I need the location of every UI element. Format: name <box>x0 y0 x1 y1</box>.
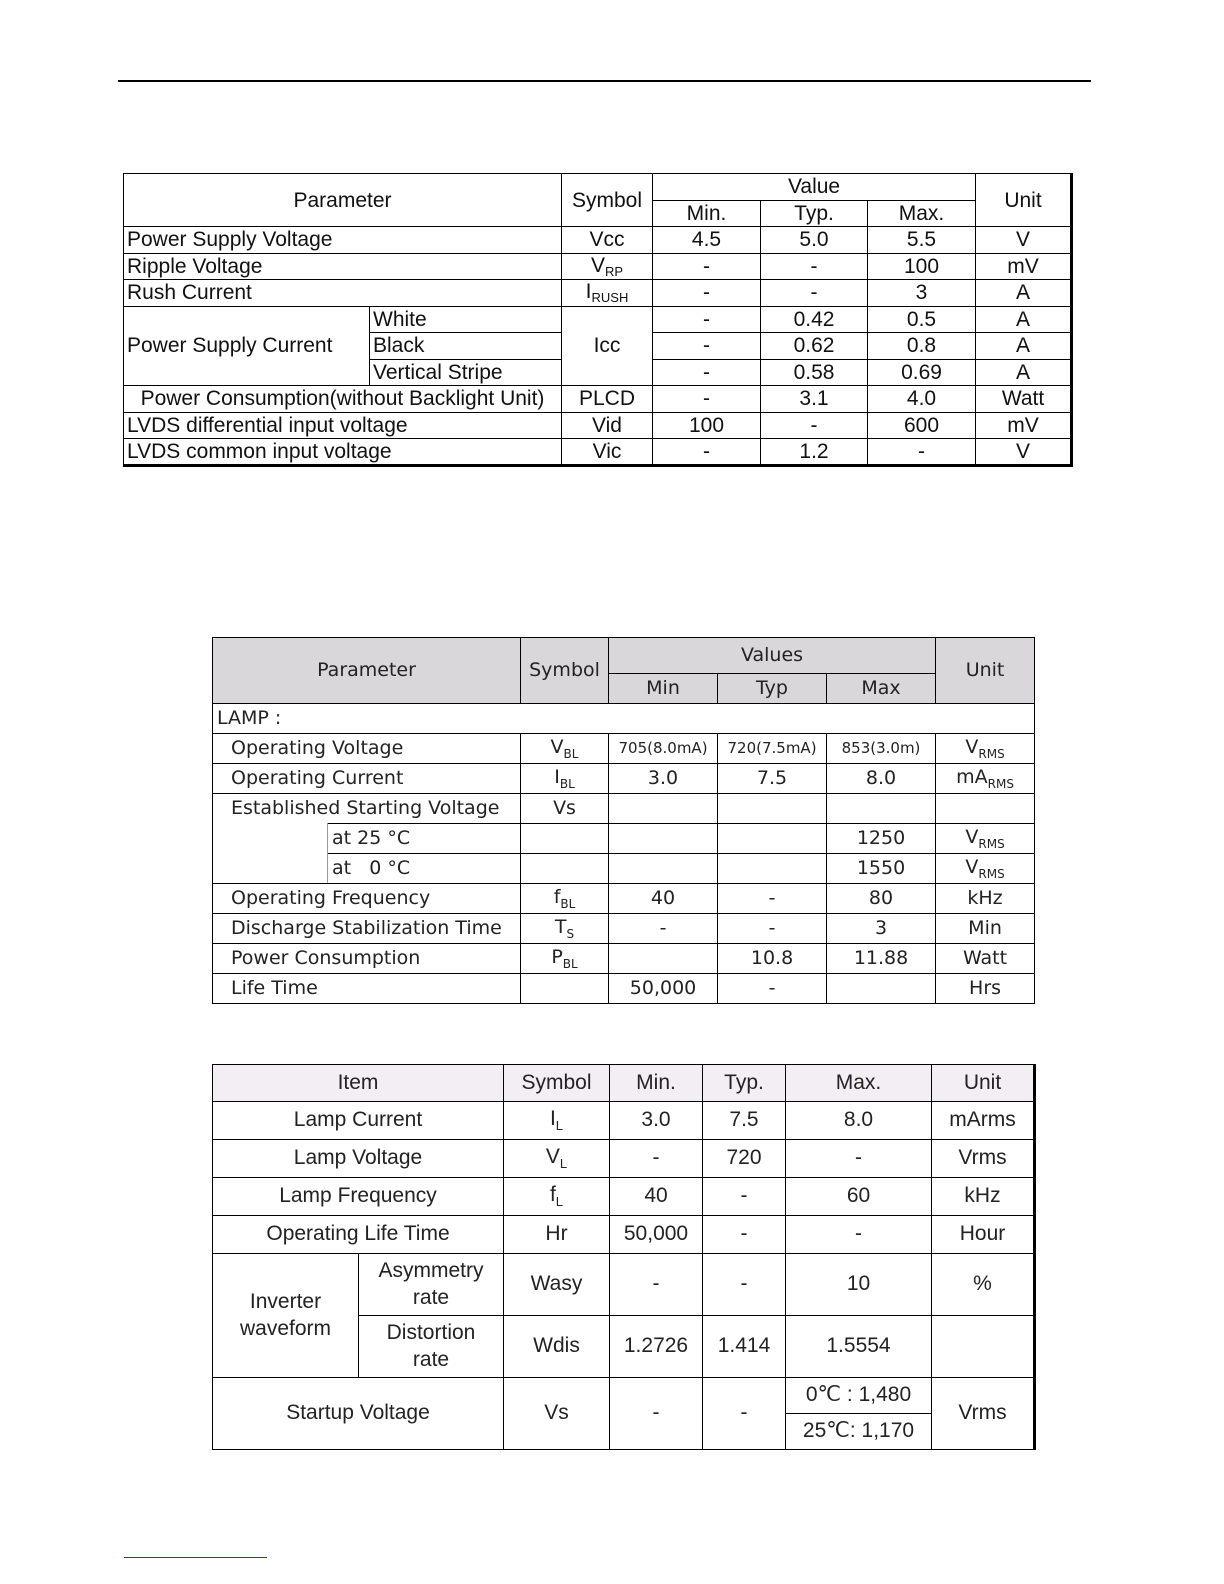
typ-cell: 7.5 <box>703 1102 786 1140</box>
item-cell: Lamp Voltage <box>213 1140 504 1178</box>
typ-cell: - <box>761 412 868 439</box>
unit-cell <box>936 794 1035 824</box>
unit-cell: Vrms <box>932 1140 1035 1178</box>
typ-cell: - <box>718 884 827 914</box>
symbol-cell: Vs <box>504 1378 610 1450</box>
footer-link-underline <box>124 1557 267 1558</box>
param-cell: Life Time <box>213 974 521 1004</box>
param-cell: Operating Voltage <box>213 734 521 764</box>
max-cell: 1.5554 <box>786 1316 932 1378</box>
header-typ: Typ <box>718 674 827 704</box>
header-max: Max <box>827 674 936 704</box>
param-cell: Operating Current <box>213 764 521 794</box>
item-cell: Lamp Frequency <box>213 1178 504 1216</box>
param-cell: Discharge Stabilization Time <box>213 914 521 944</box>
table-row <box>213 1254 1035 1316</box>
max-cell: 11.88 <box>827 944 936 974</box>
max-cell: 600 <box>868 412 976 439</box>
unit-cell: V <box>976 439 1072 466</box>
header-unit: Unit <box>932 1065 1035 1102</box>
unit-cell: kHz <box>932 1178 1035 1216</box>
symbol-cell: Vs <box>521 794 609 824</box>
max-cell: 3 <box>868 280 976 307</box>
item-cell: Operating Life Time <box>213 1216 504 1254</box>
lamp-group-label: LAMP : <box>213 704 1035 734</box>
unit-cell: Min <box>936 914 1035 944</box>
table-row <box>213 824 1035 854</box>
max-cell: 1250 <box>827 824 936 854</box>
item-cell: Lamp Current <box>213 1102 504 1140</box>
min-cell: - <box>610 1254 703 1316</box>
max-cell: 10 <box>786 1254 932 1316</box>
table-row <box>213 884 1035 914</box>
typ-cell: 0.58 <box>761 359 868 386</box>
param-cell: Power Supply Current <box>124 306 370 386</box>
param-cell: Rush Current <box>124 280 562 307</box>
header-value: Value <box>653 174 976 201</box>
symbol-cell: $V_L$ <box>504 1140 610 1178</box>
header-min: Min <box>609 674 718 704</box>
unit-cell <box>932 1316 1035 1378</box>
min-cell: - <box>653 306 761 333</box>
symbol-cell: Wasy <box>504 1254 610 1316</box>
symbol-cell: $V_{RP}$ <box>562 253 653 280</box>
unit-cell: $V_{RMS}$ <box>936 734 1035 764</box>
symbol-cell <box>521 824 609 854</box>
table-row <box>213 1178 1035 1216</box>
symbol-cell: PLCD <box>562 386 653 413</box>
typ-cell: - <box>761 280 868 307</box>
symbol-cell: Vid <box>562 412 653 439</box>
table-row <box>213 914 1035 944</box>
max-cell: 4.0 <box>868 386 976 413</box>
min-cell: - <box>653 253 761 280</box>
unit-cell: mV <box>976 412 1072 439</box>
typ-cell: 720(7.5mA) <box>718 734 827 764</box>
table-row <box>213 944 1035 974</box>
min-cell: - <box>610 1378 703 1450</box>
item-cell: Inverter waveform <box>213 1254 359 1378</box>
symbol-cell: Hr <box>504 1216 610 1254</box>
max-cell: 8.0 <box>786 1102 932 1140</box>
param-cell: Established Starting Voltage <box>213 794 521 824</box>
param-cell: Power Supply Voltage <box>124 227 562 254</box>
header-max: Max. <box>868 200 976 227</box>
unit-cell: A <box>976 333 1072 360</box>
table-row <box>213 764 1035 794</box>
table-row <box>213 1140 1035 1178</box>
symbol-cell: $I_{BL}$ <box>521 764 609 794</box>
table-row <box>124 306 1072 333</box>
unit-cell: mV <box>976 253 1072 280</box>
unit-cell: V <box>976 227 1072 254</box>
unit-cell: A <box>976 359 1072 386</box>
typ-cell <box>718 794 827 824</box>
min-cell <box>609 794 718 824</box>
header-min: Min. <box>610 1065 703 1102</box>
header-symbol: Symbol <box>562 174 653 227</box>
table-row <box>213 734 1035 764</box>
item-cell: Startup Voltage <box>213 1378 504 1450</box>
symbol-cell: $T_S$ <box>521 914 609 944</box>
unit-cell: Watt <box>936 944 1035 974</box>
min-cell: - <box>653 359 761 386</box>
min-cell: - <box>610 1140 703 1178</box>
min-cell: - <box>653 439 761 466</box>
header-min: Min. <box>653 200 761 227</box>
symbol-cell: $I_L$ <box>504 1102 610 1140</box>
param-cell: LVDS common input voltage <box>124 439 562 466</box>
header-parameter: Parameter <box>124 174 562 227</box>
symbol-cell: Icc <box>562 306 653 386</box>
table-row <box>213 794 1035 824</box>
table-row <box>124 253 1072 280</box>
table-row <box>124 386 1072 413</box>
header-typ: Typ. <box>703 1065 786 1102</box>
header-symbol: Symbol <box>504 1065 610 1102</box>
table-row <box>124 439 1072 466</box>
max-cell: - <box>868 439 976 466</box>
typ-cell <box>718 824 827 854</box>
table-row <box>213 704 1035 734</box>
sub-param-cell: Black <box>370 333 562 360</box>
indent-cell <box>213 824 328 884</box>
symbol-cell: $f_L$ <box>504 1178 610 1216</box>
header-symbol: Symbol <box>521 638 609 704</box>
min-cell: 705(8.0mA) <box>609 734 718 764</box>
header-values: Values <box>609 638 936 674</box>
power-supply-spec-table <box>123 173 1073 467</box>
param-cell: Power Consumption(without Backlight Unit) <box>124 386 562 413</box>
header-parameter: Parameter <box>213 638 521 704</box>
max-cell <box>827 794 936 824</box>
typ-cell: - <box>703 1378 786 1450</box>
min-cell: 1.2726 <box>610 1316 703 1378</box>
max-cell: - <box>786 1140 932 1178</box>
header-unit: Unit <box>936 638 1035 704</box>
typ-cell: 1.2 <box>761 439 868 466</box>
min-cell: 100 <box>653 412 761 439</box>
unit-cell: % <box>932 1254 1035 1316</box>
symbol-cell: $I_{RUSH}$ <box>562 280 653 307</box>
max-cell: 100 <box>868 253 976 280</box>
max-cell: 3 <box>827 914 936 944</box>
symbol-cell <box>521 854 609 884</box>
unit-cell: A <box>976 280 1072 307</box>
table-row <box>213 1216 1035 1254</box>
min-cell: 40 <box>610 1178 703 1216</box>
max-cell: 1550 <box>827 854 936 884</box>
param-cell: Operating Frequency <box>213 884 521 914</box>
typ-cell: - <box>703 1178 786 1216</box>
unit-cell: Hrs <box>936 974 1035 1004</box>
symbol-cell: $f_{BL}$ <box>521 884 609 914</box>
top-rule <box>118 80 1091 82</box>
typ-cell <box>718 854 827 884</box>
min-cell: - <box>653 333 761 360</box>
sub-param-cell: at 0 °C <box>328 854 521 884</box>
typ-cell: 5.0 <box>761 227 868 254</box>
param-cell: Power Consumption <box>213 944 521 974</box>
min-cell: 40 <box>609 884 718 914</box>
lamp-spec-table <box>212 637 1035 1004</box>
min-cell: - <box>653 386 761 413</box>
sub-param-cell: White <box>370 306 562 333</box>
typ-cell: 0.62 <box>761 333 868 360</box>
typ-cell: 720 <box>703 1140 786 1178</box>
typ-cell: - <box>703 1254 786 1316</box>
header-item: Item <box>213 1065 504 1102</box>
min-cell: 3.0 <box>609 764 718 794</box>
max-cell: 0.8 <box>868 333 976 360</box>
table-row <box>124 280 1072 307</box>
unit-cell: A <box>976 306 1072 333</box>
min-cell <box>609 944 718 974</box>
max-cell: 853(3.0m) <box>827 734 936 764</box>
min-cell <box>609 854 718 884</box>
symbol-cell: Vcc <box>562 227 653 254</box>
table-row <box>213 1378 1035 1414</box>
header-typ: Typ. <box>761 200 868 227</box>
unit-cell: $V_{RMS}$ <box>936 824 1035 854</box>
max-cell: 0℃ : 1,480 <box>786 1378 932 1414</box>
unit-cell: Watt <box>976 386 1072 413</box>
min-cell: 50,000 <box>610 1216 703 1254</box>
typ-cell: - <box>718 974 827 1004</box>
typ-cell: - <box>703 1216 786 1254</box>
min-cell <box>609 824 718 854</box>
max-cell <box>827 974 936 1004</box>
max-cell: 80 <box>827 884 936 914</box>
typ-cell: 1.414 <box>703 1316 786 1378</box>
unit-cell: $V_{RMS}$ <box>936 854 1035 884</box>
sub-param-cell: Vertical Stripe <box>370 359 562 386</box>
table-row <box>213 974 1035 1004</box>
unit-cell: kHz <box>936 884 1035 914</box>
typ-cell: 7.5 <box>718 764 827 794</box>
min-cell: - <box>653 280 761 307</box>
symbol-cell: $P_{BL}$ <box>521 944 609 974</box>
max-cell: 8.0 <box>827 764 936 794</box>
min-cell: 3.0 <box>610 1102 703 1140</box>
symbol-cell: Vic <box>562 439 653 466</box>
max-cell: 5.5 <box>868 227 976 254</box>
table-row <box>213 1102 1035 1140</box>
table-row <box>124 412 1072 439</box>
typ-cell: 10.8 <box>718 944 827 974</box>
sub-param-cell: at 25 °C <box>328 824 521 854</box>
typ-cell: 3.1 <box>761 386 868 413</box>
unit-cell: Vrms <box>932 1378 1035 1450</box>
unit-cell: $mA_{RMS}$ <box>936 764 1035 794</box>
min-cell: 4.5 <box>653 227 761 254</box>
typ-cell: - <box>761 253 868 280</box>
symbol-cell <box>521 974 609 1004</box>
sub-item-cell: Distortion rate <box>359 1316 504 1378</box>
max-cell: 0.5 <box>868 306 976 333</box>
max-cell: 25℃: 1,170 <box>786 1414 932 1450</box>
min-cell: - <box>609 914 718 944</box>
header-unit: Unit <box>976 174 1072 227</box>
table-row <box>213 854 1035 884</box>
unit-cell: Hour <box>932 1216 1035 1254</box>
table-row <box>124 227 1072 254</box>
typ-cell: 0.42 <box>761 306 868 333</box>
lamp-inverter-spec-table <box>212 1064 1036 1450</box>
min-cell: 50,000 <box>609 974 718 1004</box>
symbol-cell: $V_{BL}$ <box>521 734 609 764</box>
sub-item-cell: Asymmetry rate <box>359 1254 504 1316</box>
param-cell: Ripple Voltage <box>124 253 562 280</box>
max-cell: 0.69 <box>868 359 976 386</box>
max-cell: - <box>786 1216 932 1254</box>
symbol-cell: Wdis <box>504 1316 610 1378</box>
max-cell: 60 <box>786 1178 932 1216</box>
unit-cell: mArms <box>932 1102 1035 1140</box>
typ-cell: - <box>718 914 827 944</box>
header-max: Max. <box>786 1065 932 1102</box>
param-cell: LVDS differential input voltage <box>124 412 562 439</box>
